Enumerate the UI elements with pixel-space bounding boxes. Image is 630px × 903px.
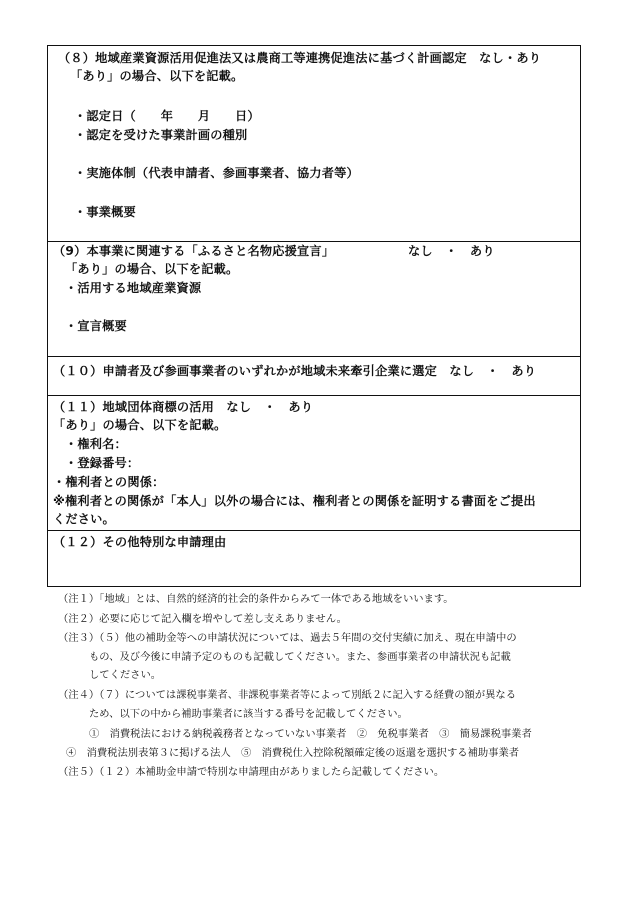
section-8-item-overview: ・事業概要 [74, 205, 136, 219]
section-8-heading: （８）地域産業資源活用促進法又は農商工等連携促進法に基づく計画認定 なし・あり [58, 51, 542, 65]
section-12-heading: （１２）その他特別な申請理由 [53, 535, 227, 549]
section-9-cell [48, 242, 581, 357]
section-9-instruction: 「あり」の場合、以下を記載。 [65, 262, 239, 276]
section-8-cell [48, 46, 581, 242]
section-11-heading: （１１）地域団体商標の活用 なし ・ あり [53, 400, 314, 414]
section-10-cell [48, 357, 581, 396]
section-9-row [48, 242, 581, 357]
note-1: （注１）「地域」とは、自然的経済的社会的条件からみて一体である地域をいいます。 [58, 593, 454, 605]
section-9-heading: （9）本事業に関連する「ふるさと名物応援宣言」 [53, 244, 335, 258]
note-3-line1: （注３）（５）他の補助金等への申請状況については、過去５年間の交付実績に加え、現在申請中の [58, 632, 517, 644]
note-4-line1: （注４）（７）については課税事業者、非課税事業者等によって別紙２に記入する経費の額が異なる [58, 689, 517, 701]
section-9-item-resource: ・活用する地域産業資源 [65, 281, 202, 295]
section-9-item-overview: ・宣言概要 [65, 319, 127, 333]
section-8-row [48, 46, 581, 242]
section-8-item-plan-type: ・認定を受けた事業計画の種別 [74, 128, 248, 142]
note-2: （注２）必要に応じて記入欄を増やして差し支えありません。 [58, 613, 347, 625]
note-3-line2: もの、及び今後に申請予定のものも記載してください。また、参画事業者の申請状況も記載 [89, 651, 511, 663]
section-11-row [48, 396, 581, 531]
section-11-warning-line1: ※権利者との関係が「本人」以外の場合には、権利者との関係を証明する書面をご提出 [53, 494, 536, 508]
section-8-instruction: 「あり」の場合、以下を記載。 [70, 69, 244, 83]
section-11-item-right-name: ・権利名： [65, 437, 127, 451]
section-12-row [48, 531, 581, 587]
section-11-cell [48, 396, 581, 531]
note-4-line2: ため、以下の中から補助事業者に該当する番号を記載してください。 [89, 708, 408, 720]
section-10-heading: （１０）申請者及び参画事業者のいずれかが地域未来牽引企業に選定 なし ・ あり [53, 364, 537, 378]
note-5: （注５）（１２）本補助金申請で特別な申請理由がありましたら記載してください。 [58, 766, 445, 778]
section-10-row [48, 357, 581, 396]
section-8-item-date: ・認定日（ 年 月 日） [74, 109, 260, 123]
note-3-line3: してください。 [89, 669, 162, 681]
section-8-item-structure: ・実施体制（代表申請者、参画事業者、協力者等） [74, 166, 359, 180]
application-form-table [47, 45, 581, 587]
section-11-instruction: 「あり」の場合、以下を記載。 [53, 418, 227, 432]
section-12-cell [48, 531, 581, 587]
note-4-options-line1: ① 消費税法における納税義務者となっていない事業者 ② 免税事業者 ③ 簡易課税事業者 [89, 728, 532, 740]
section-11-item-relationship: ・権利者との関係： [53, 475, 165, 489]
note-4-options-line2: ④ 消費税法別表第３に掲げる法人 ⑤ 消費税仕入控除税額確定後の返還を選択する補助事業者 [66, 747, 520, 759]
section-11-warning-line2: ください。 [53, 512, 115, 526]
section-9-choice: なし ・ あり [408, 244, 495, 258]
section-11-item-registration-number: ・登録番号： [65, 456, 140, 470]
